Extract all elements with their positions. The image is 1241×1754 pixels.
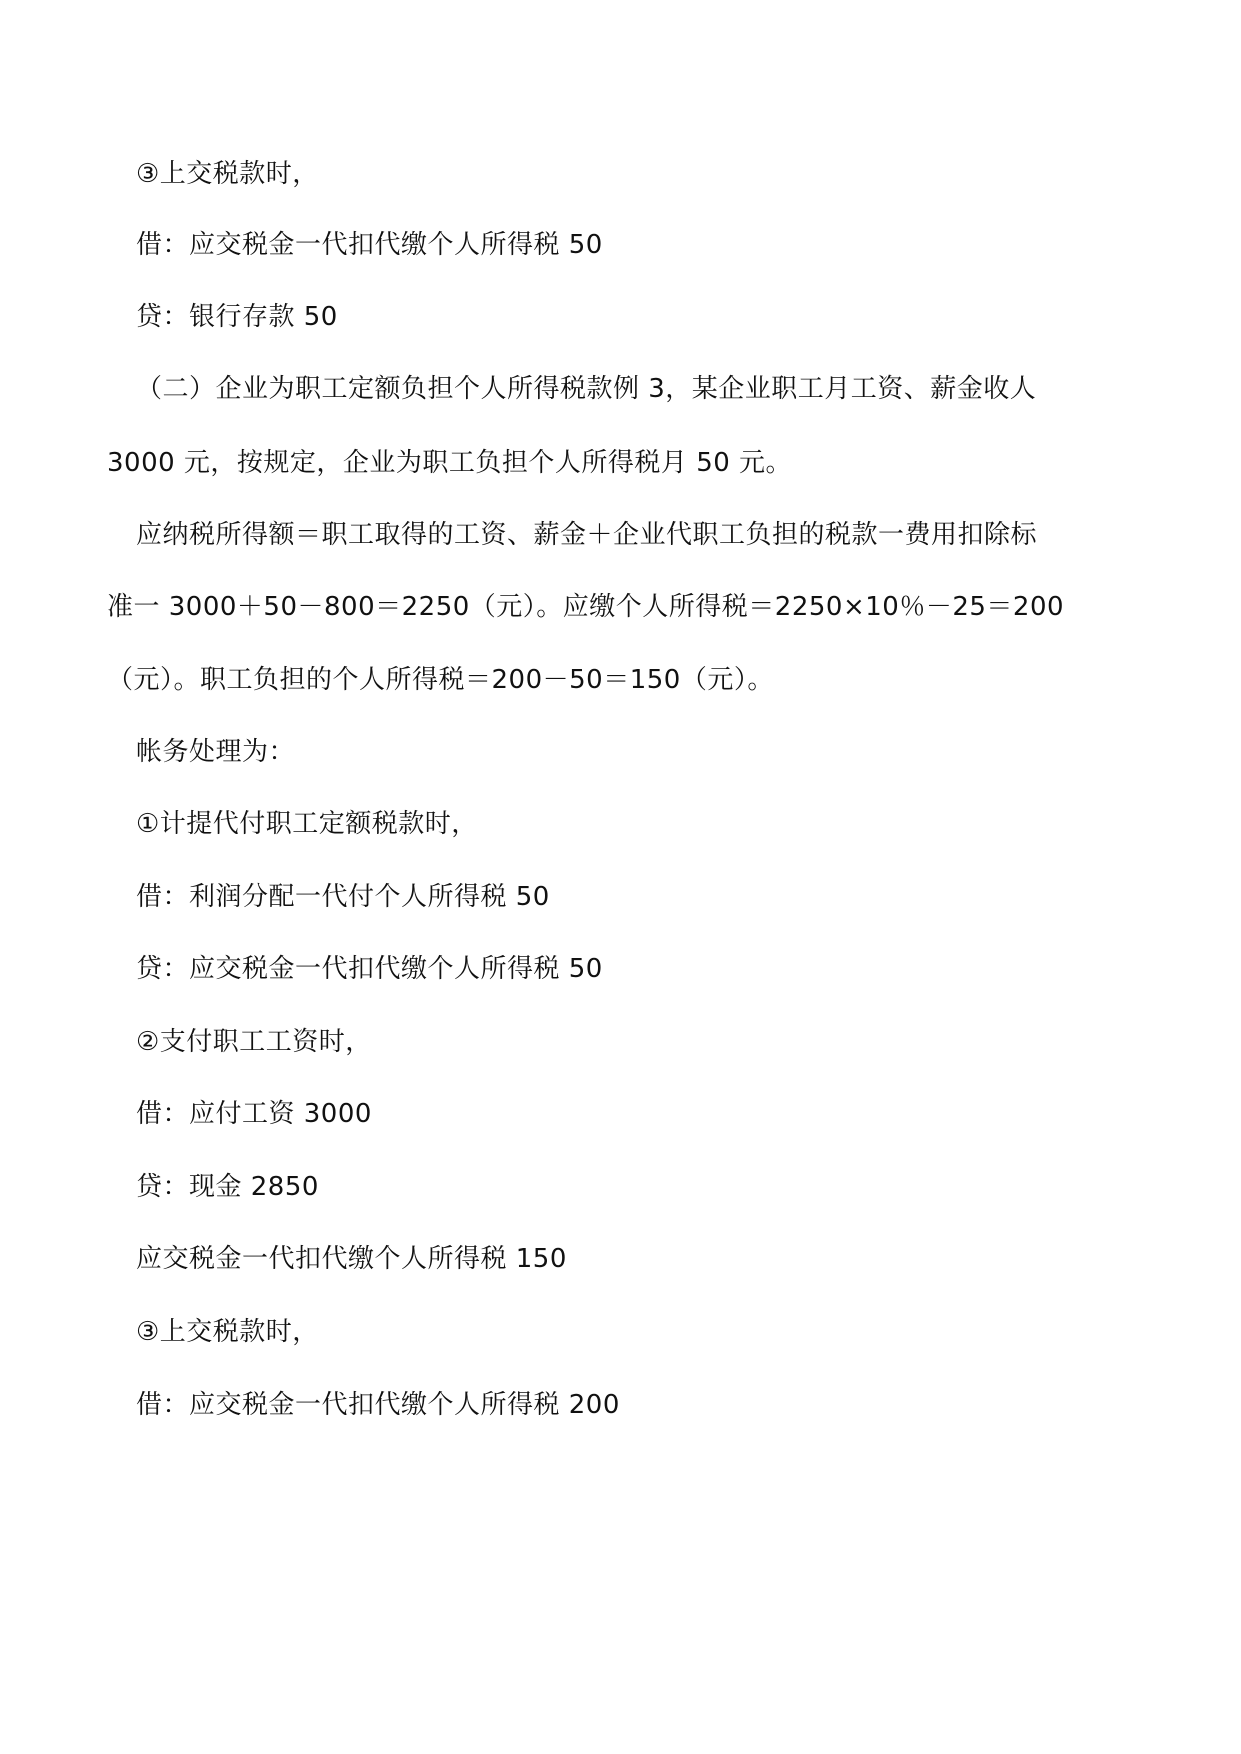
- text-line-step2-heading: ②支付职工工资时，: [136, 1027, 372, 1057]
- text-line-debit-wages-payable: 借：应付工资 3000: [136, 1099, 372, 1129]
- text-line-credit-cash: 贷：现金 2850: [136, 1172, 319, 1202]
- text-line-employee-tax: （元）。职工负担的个人所得税＝200－50＝150（元）。: [107, 665, 774, 695]
- text-line-debit-profit-distribution: 借：利润分配一代付个人所得税 50: [136, 882, 550, 912]
- text-line-credit-tax-payable: 贷：应交税金一代扣代缴个人所得税 50: [136, 954, 603, 984]
- text-line-accounting-heading: 帐务处理为：: [136, 737, 296, 767]
- text-line-debit-tax-payable: 借：应交税金一代扣代缴个人所得税 50: [136, 230, 603, 260]
- text-line-tax-calculation: 准一 3000＋50－800＝2250（元）。应缴个人所得税＝2250×10％－25＝200: [107, 592, 1065, 622]
- text-line-credit-bank-deposit: 贷：银行存款 50: [136, 302, 338, 332]
- text-line-step1-heading: ①计提代付职工定额税款时，: [136, 809, 478, 839]
- text-line-salary-rule: 3000 元，按规定，企业为职工负担个人所得税月 50 元。: [107, 448, 793, 478]
- text-line-taxable-income-formula: 应纳税所得额＝职工取得的工资、薪金＋企业代职工负担的税款一费用扣除标: [136, 520, 1038, 550]
- text-line-credit-tax-withheld: 应交税金一代扣代缴个人所得税 150: [136, 1244, 567, 1274]
- text-line-step3-heading: ③上交税款时，: [136, 159, 319, 189]
- text-line-section-two-heading: （二）企业为职工定额负担个人所得税款例 3，某企业职工月工资、薪金收人: [136, 374, 1037, 404]
- text-line-step3-heading-repeat: ③上交税款时，: [136, 1317, 319, 1347]
- text-line-debit-tax-payable-200: 借：应交税金一代扣代缴个人所得税 200: [136, 1390, 620, 1420]
